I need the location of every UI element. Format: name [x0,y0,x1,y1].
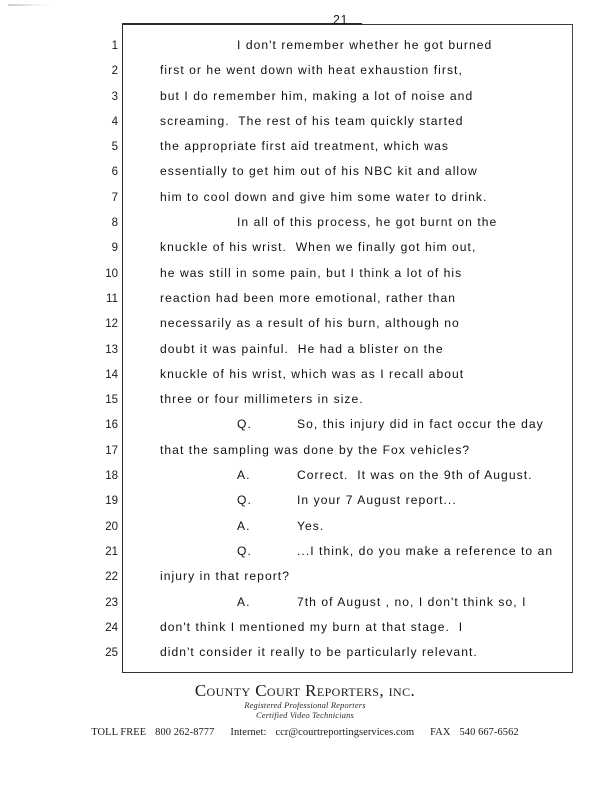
line-number: 10 [105,267,118,280]
line-number: 22 [105,571,118,584]
line-text: injury in that report? [160,569,290,584]
reporting-company-name: County Court Reporters, inc. [194,681,416,700]
footer-tagline-line-1: Registered Professional Reporters [244,700,366,710]
transcript-line [0,392,610,417]
line-number: 9 [111,242,118,255]
line-text: I don't remember whether he got burned [237,38,493,52]
transcript-line [0,569,610,594]
line-number: 20 [105,520,118,533]
line-text: first or he went down with heat exhaustion first, [160,63,463,78]
line-text [237,493,457,507]
speaker-label: A. [237,594,251,609]
line-text [237,544,553,558]
transcript-line [0,468,610,493]
speaker-label: A. [237,518,251,533]
footer-tagline [0,701,610,722]
transcript-line [0,620,610,645]
transcript-line [0,63,610,88]
transcript-line [0,595,610,620]
transcript-line [0,367,610,392]
transcript-line [0,114,610,139]
line-text [237,519,324,533]
line-text: reaction had been more emotional, rather than [160,290,456,305]
transcript-line [0,164,610,189]
line-number: 18 [105,470,118,483]
transcript-line [0,417,610,442]
line-number: 8 [111,217,118,230]
transcript-line [0,139,610,164]
internet-label: Internet: [230,726,267,738]
transcript-line [0,316,610,341]
footer-tagline-line-2: Certified Video Technicians [256,711,354,721]
line-number: 16 [105,419,118,432]
line-text: knuckle of his wrist. When we finally got him out, [160,240,477,255]
transcript-line [0,215,610,240]
transcript-body [0,38,610,670]
line-content: In your 7 August report... [297,493,457,508]
line-number: 25 [105,647,118,660]
line-content: So, this injury did in fact occur the day [297,417,544,432]
line-content: ...I think, do you make a reference to an [297,543,554,558]
line-content: 7th of August , no, I don't think so, I [297,594,527,609]
page-border-top-rule [122,23,362,25]
transcript-line [0,342,610,367]
line-text [237,468,533,482]
transcript-line [0,544,610,569]
footer [0,682,610,738]
fax-number: 540 667-6562 [459,726,519,738]
speaker-label: Q. [237,543,252,558]
transcript-line [0,240,610,265]
transcript-line [0,493,610,518]
transcript-line [0,190,610,215]
line-number: 17 [105,444,118,457]
line-number: 21 [105,545,118,558]
line-text: essentially to get him out of his NBC kit and allow [160,164,478,179]
line-number: 11 [106,292,118,305]
line-text: the appropriate first aid treatment, which was [160,139,449,154]
line-text: he was still in some pain, but I think a lot of his [160,265,463,280]
line-number: 4 [111,115,118,128]
line-text: don't think I mentioned my burn at that stage. I [160,619,464,634]
line-text: didn't consider it really to be particularly relevant. [160,645,478,660]
line-number: 24 [105,621,118,634]
line-text: In all of this process, he got burnt on the [237,215,498,230]
speaker-label: A. [237,468,251,483]
line-content: Correct. It was on the 9th of August. [297,468,533,483]
line-number: 14 [105,368,118,381]
line-text: that the sampling was done by the Fox vehicles? [160,442,471,457]
line-text: but I do remember him, making a lot of noise and [160,88,474,103]
line-number: 19 [105,495,118,508]
transcript-line [0,38,610,63]
line-text: him to cool down and give him some water to drink. [160,189,488,204]
line-number: 1 [111,40,118,52]
transcript-line [0,266,610,291]
toll-free-label: TOLL FREE [91,726,147,738]
line-content: Yes. [297,518,325,533]
line-text: doubt it was painful. He had a blister on the [160,341,444,356]
line-text: screaming. The rest of his team quickly started [160,113,464,128]
speaker-label: Q. [237,417,252,432]
line-number: 3 [111,90,118,103]
toll-free-number: 800 262-8777 [155,726,215,738]
scan-artifact [8,4,54,6]
transcript-line [0,291,610,316]
line-number: 7 [111,191,118,204]
line-number: 5 [111,141,118,154]
line-text [237,417,544,431]
line-text: necessarily as a result of his burn, although no [160,316,460,331]
line-text: three or four millimeters in size. [160,392,364,407]
line-number: 6 [111,166,118,179]
footer-contact-line [0,727,610,738]
fax-label: FAX [430,726,451,738]
line-number: 13 [105,343,118,356]
email-address: ccr@courtreportingservices.com [275,726,415,738]
line-number: 2 [111,65,118,78]
speaker-label: Q. [237,493,252,508]
transcript-line [0,89,610,114]
line-number: 15 [105,394,118,407]
transcript-line [0,645,610,670]
page-number: 21 [333,13,348,27]
transcript-line [0,519,610,544]
line-number: 23 [105,596,118,609]
transcript-line [0,443,610,468]
line-text: knuckle of his wrist, which was as I recall about [160,366,465,381]
line-number: 12 [105,318,118,331]
line-text [237,595,527,609]
